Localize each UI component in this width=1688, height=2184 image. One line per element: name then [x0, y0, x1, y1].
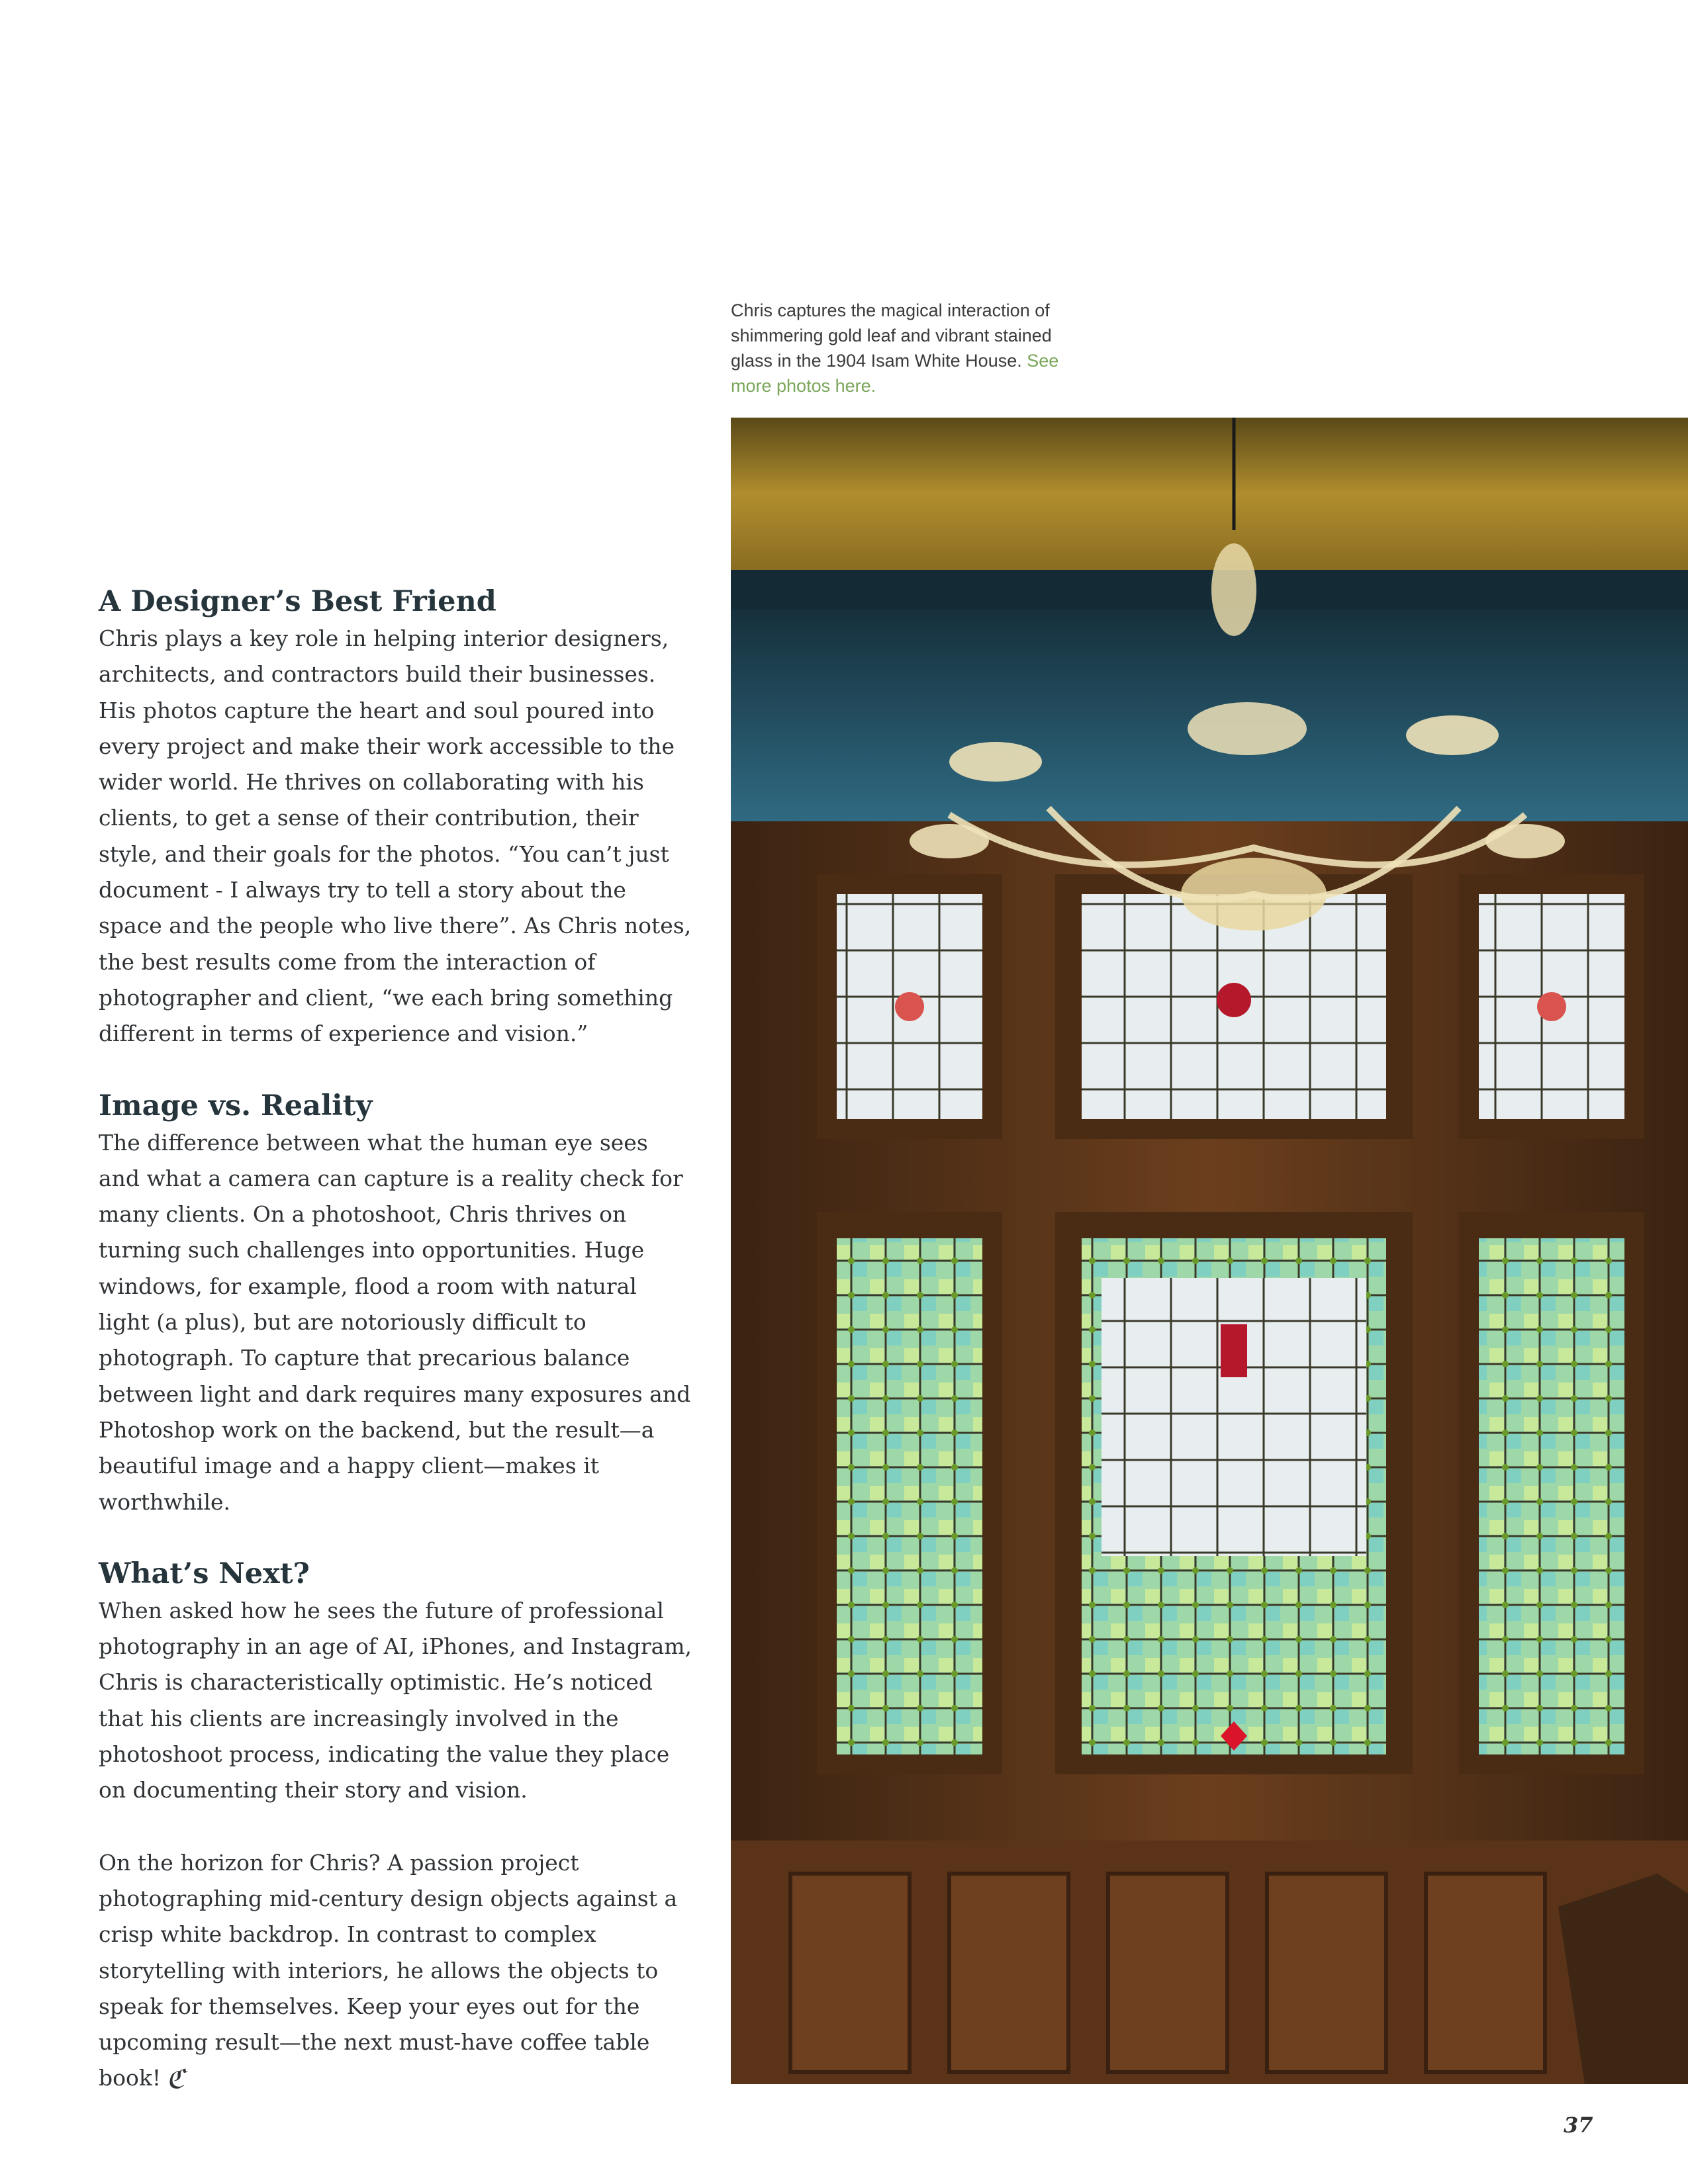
section-heading-whats-next: What’s Next? — [99, 1557, 310, 1590]
see-more-photos-link[interactable]: See more photos here. — [731, 351, 1059, 396]
caption-text: Chris captures the magical interaction of shimmering gold leaf and vibrant stained glass in the 1904 Isam White House. — [731, 300, 1052, 371]
section-paragraph: The difference between what the human eye sees and what a camera can capture is a reality check for many clients. On a photoshoot, Chris thrives on turning such challenges into opportunities. Huge windows, for example, flood a room with natural light (a plus), but are notoriously difficult to photograph. To capture that precarious balance between light and dark requires many exposures and Photoshop work on the backend, but the result—a beautiful image and a happy client—makes it worthwhile. — [99, 1129, 691, 1515]
closing-paragraph-text: On the horizon for Chris? A passion project photographing mid-century design objects against a crisp white backdrop. In contrast to complex storytelling with interiors, he allows the objects to speak for themselves. Keep your eyes out for the upcoming result—the next must-have coffee table book! — [99, 1849, 678, 2091]
end-mark-icon: ℭ — [166, 2064, 185, 2095]
section-paragraph: Chris plays a key role in helping interior designers, architects, and contractors build their businesses. His photos capture the heart and soul poured into every project and make their work accessible to the wider world. He thrives on collaborating with his clients, to get a sense of their contribution, their style, and their goals for the photos. “You can’t just document - I always try to tell a story about the space and the people who live there”. As Chris notes, the best results come from the interaction of photographer and client, “we each bring something different in terms of experience and vision.” — [99, 625, 692, 1047]
section-heading-image-vs-reality: Image vs. Reality — [99, 1089, 373, 1122]
photo-caption — [731, 298, 1082, 398]
section-heading-designers-best-friend: A Designer’s Best Friend — [99, 585, 496, 618]
article-body — [99, 582, 694, 2097]
stained-glass-window-photo — [731, 418, 1688, 2084]
section-paragraph — [99, 1845, 694, 2097]
section-paragraph: When asked how he sees the future of professional photography in an age of AI, iPhones, and Instagram, Chris is characteristically optimistic. He’s noticed that his clients are increasingly involved in the photoshoot process, indicating the value they place on documenting their story and vision. — [99, 1597, 692, 1803]
page-number: 37 — [1564, 2113, 1593, 2138]
